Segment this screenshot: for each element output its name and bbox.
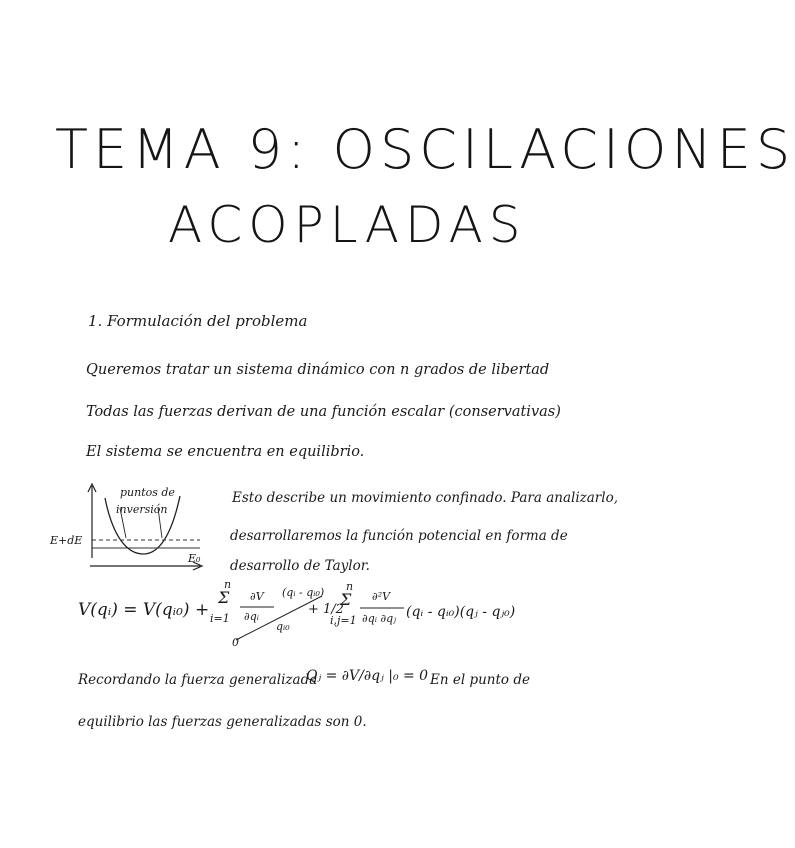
term1: (qᵢ - qᵢ₀): [282, 586, 325, 599]
paragraph-line-1: Queremos tratar un sistema dinámico con n grados de libertad: [86, 362, 550, 378]
figure-label-e0: E₀: [188, 552, 201, 565]
paragraph-line-3: El sistema se encuentra en equilibrio.: [86, 444, 365, 460]
sum2-symbol: Σ: [340, 590, 352, 609]
plus-half: + 1/2: [308, 602, 344, 617]
sum1-bottom: i=1: [210, 612, 230, 625]
eval1: qᵢ₀: [276, 620, 290, 633]
frac1-den: ∂qᵢ: [244, 610, 259, 623]
frac2-den: ∂qᵢ ∂qⱼ: [362, 612, 397, 625]
side-text-line-1: Esto describe un movimiento confinado. Para analizarlo,: [232, 490, 618, 506]
figure-annotation-1: puntos de: [120, 486, 175, 499]
title-line-2: ACOPLADAS: [168, 196, 527, 254]
section-heading: 1. Formulación del problema: [88, 312, 308, 330]
frac1-num: ∂V: [250, 590, 264, 603]
closing-line-1-text: Recordando la fuerza generalizada: [78, 672, 318, 688]
closing-formula: Qⱼ = ∂V/∂qⱼ |₀ = 0: [306, 668, 429, 684]
sum1-top: n: [224, 578, 232, 591]
term2: (qᵢ - qᵢ₀)(qⱼ - qⱼ₀): [406, 604, 516, 620]
sum2-top: n: [346, 580, 354, 593]
paragraph-line-2: Todas las fuerzas derivan de una función escalar (conservativas): [86, 404, 561, 420]
equation-lhs: V(qᵢ) = V(qᵢ₀) +: [78, 600, 210, 620]
sum2-bottom: i,j=1: [330, 614, 357, 627]
closing-line-2: equilibrio las fuerzas generalizadas son 0.: [78, 714, 367, 730]
zero-mark: 0: [232, 636, 239, 649]
figure-annotation-2: inversión: [116, 503, 168, 516]
frac2-num: ∂²V: [372, 590, 391, 603]
side-text-line-3: desarrollo de Taylor.: [230, 558, 370, 574]
closing-line-1-tail: En el punto de: [430, 672, 530, 688]
side-text-line-2: desarrollaremos la función potencial en forma de: [230, 528, 568, 544]
title-line-1: TEMA 9: OSCILACIONES: [55, 118, 795, 181]
sum1-symbol: Σ: [218, 588, 230, 607]
figure-label-energy: E+dE: [50, 534, 83, 547]
frac2-bar: [360, 607, 404, 609]
